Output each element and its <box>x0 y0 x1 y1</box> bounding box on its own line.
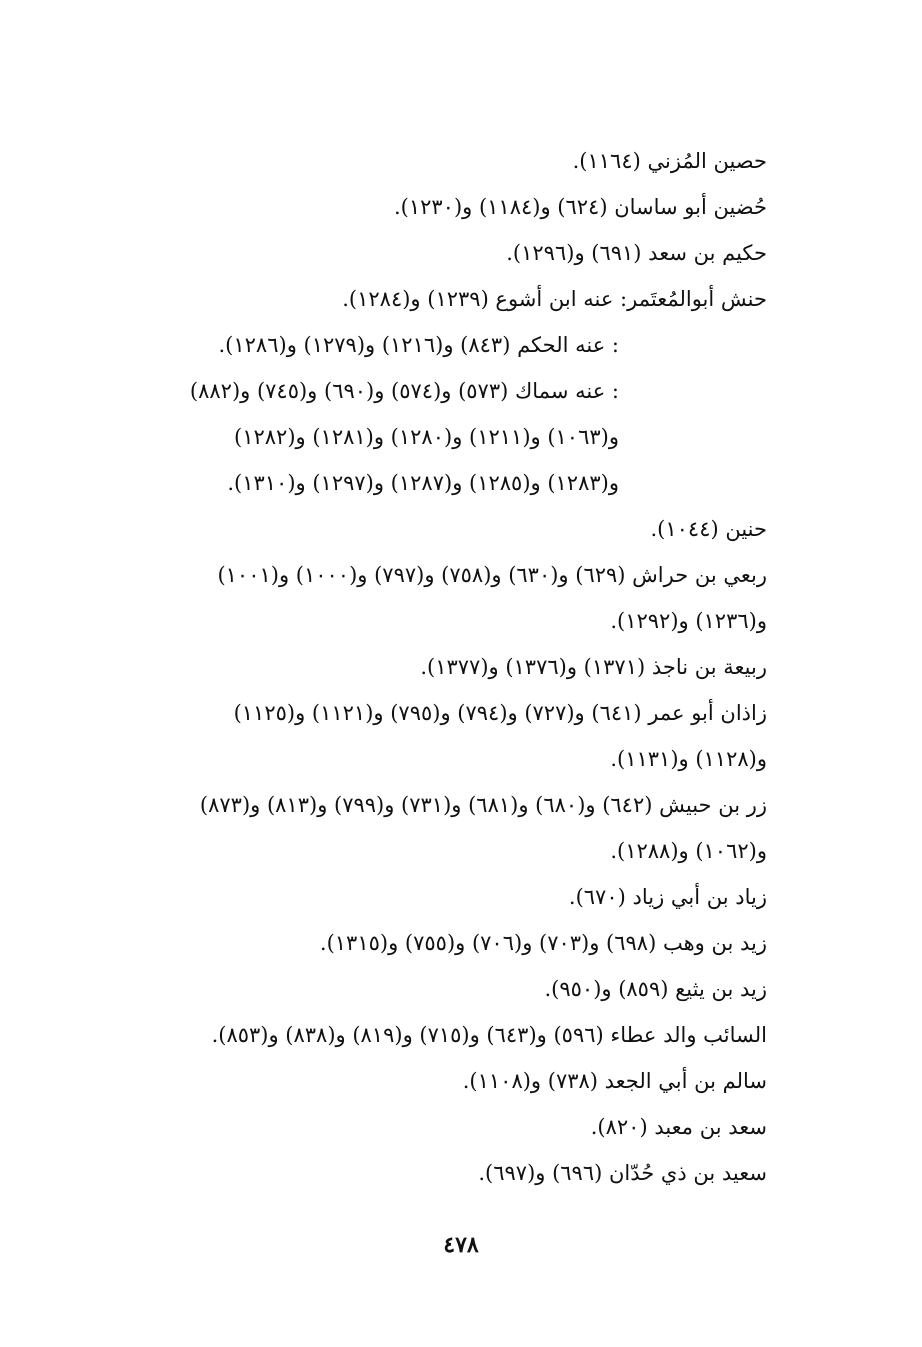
index-entry: ربيعة بن ناجذ (١٣٧١) و(١٣٧٦) و(١٣٧٧). <box>420 655 767 679</box>
index-entry: حصين المُزني (١١٦٤). <box>572 149 767 173</box>
index-entry-continuation: و(١٢٣٦) و(١٢٩٢). <box>610 609 767 633</box>
index-entry: حنش أبوالمُعتَمر: عنه ابن أشوع (١٢٣٩) و(١٢٨٤). <box>342 287 767 311</box>
index-entry: ربعي بن حراش (٦٢٩) و(٦٣٠) و(٧٥٨) و(٧٩٧) و(١٠٠٠) و(١٠٠١) <box>217 563 767 587</box>
index-entry-sub: : عنه سماك (٥٧٣) و(٥٧٤) و(٦٩٠) و(٧٤٥) و(٨٨٢) <box>189 379 619 403</box>
index-entry: زر بن حبيش (٦٤٢) و(٦٨٠) و(٦٨١) و(٧٣١) و(٧٩٩) و(٨١٣) و(٨٧٣) <box>199 793 767 817</box>
index-entry-continuation: و(١١٢٨) و(١١٣١). <box>610 747 767 771</box>
index-entry: سعد بن معبد (٨٢٠). <box>590 1115 767 1139</box>
index-entry: حُضين أبو ساسان (٦٢٤) و(١١٨٤) و(١٢٣٠). <box>393 195 767 219</box>
index-entry: زياد بن أبي زياد (٦٧٠). <box>568 885 767 909</box>
index-entry: زيد بن يثيع (٨٥٩) و(٩٥٠). <box>544 977 767 1001</box>
index-entry-continuation: و(١٠٦٢) و(١٢٨٨). <box>610 839 767 863</box>
index-entry: سعيد بن ذي حُدّان (٦٩٦) و(٦٩٧). <box>478 1161 767 1185</box>
index-entry: حكيم بن سعد (٦٩١) و(١٢٩٦). <box>506 241 767 265</box>
index-entry-continuation: و(١٢٨٣) و(١٢٨٥) و(١٢٨٧) و(١٢٩٧) و(١٣١٠). <box>227 471 619 495</box>
index-entry: سالم بن أبي الجعد (٧٣٨) و(١١٠٨). <box>462 1069 767 1093</box>
index-entry: حنين (١٠٤٤). <box>650 517 767 541</box>
index-entry-sub: : عنه الحكم (٨٤٣) و(١٢١٦) و(١٢٧٩) و(١٢٨٦). <box>218 333 619 357</box>
index-entry: زاذان أبو عمر (٦٤١) و(٧٢٧) و(٧٩٤) و(٧٩٥) و(١١٢١) و(١١٢٥) <box>233 701 767 725</box>
page-number: ٤٧٨ <box>443 1232 479 1258</box>
index-entry: زيد بن وهب (٦٩٨) و(٧٠٣) و(٧٠٦) و(٧٥٥) و(١٣١٥). <box>319 931 767 955</box>
index-entry-continuation: و(١٠٦٣) و(١٢١١) و(١٢٨٠) و(١٢٨١) و(١٢٨٢) <box>234 425 619 449</box>
index-entry: السائب والد عطاء (٥٩٦) و(٦٤٣) و(٧١٥) و(٨١٩) و(٨٣٨) و(٨٥٣). <box>211 1023 767 1047</box>
index-entries <box>112 138 767 1196</box>
